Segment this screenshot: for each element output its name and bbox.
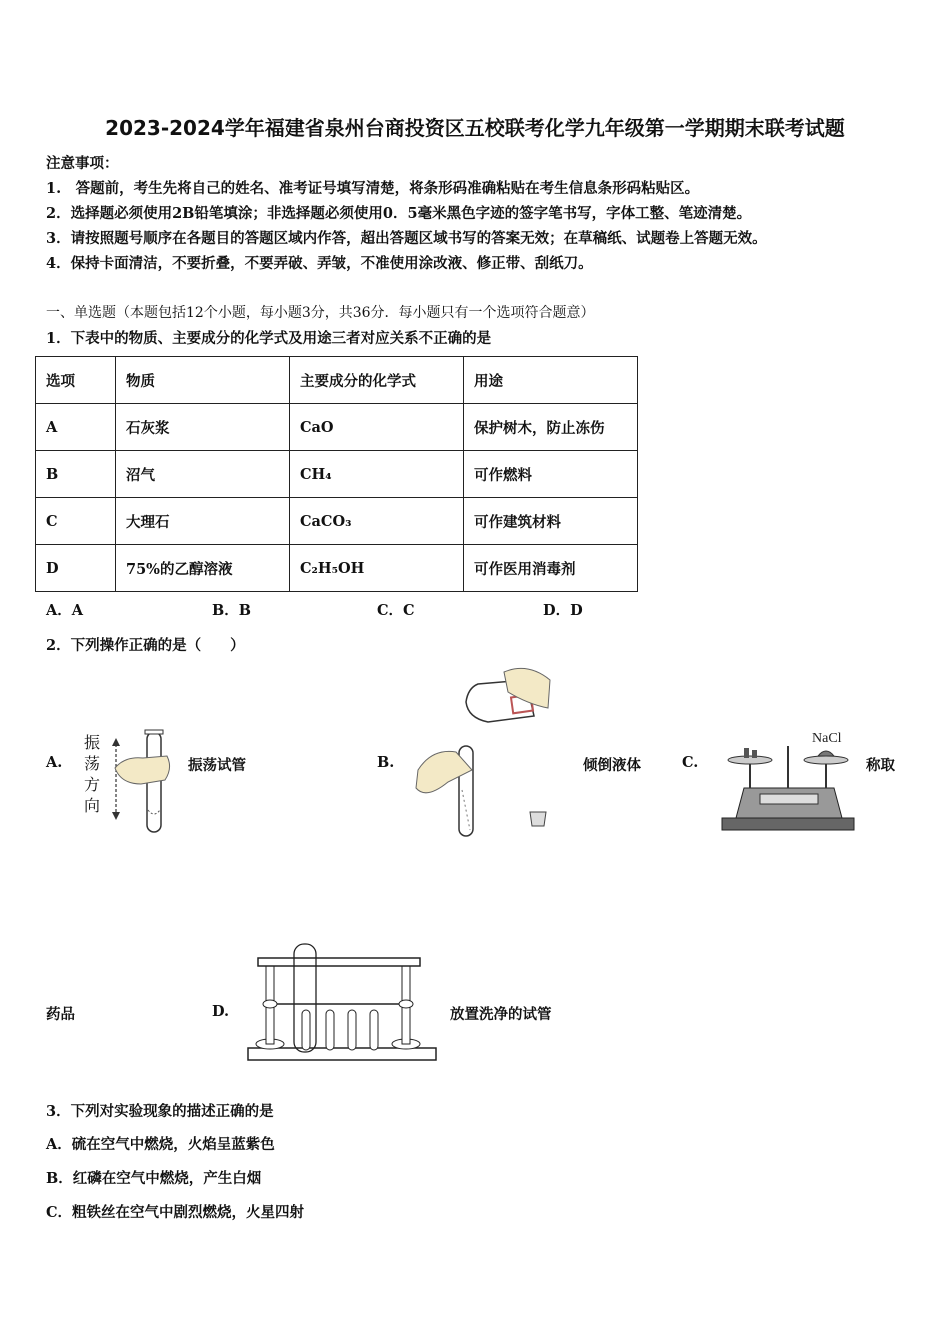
notes-heading: 注意事项： bbox=[46, 155, 119, 172]
table-cell: 可作燃料 bbox=[464, 451, 638, 498]
q2-option-d-letter[interactable]: D. bbox=[212, 1003, 230, 1020]
q2-option-a-letter[interactable]: A. bbox=[46, 754, 63, 771]
table-header: 物质 bbox=[116, 357, 290, 404]
table-cell: A bbox=[36, 404, 116, 451]
table-cell: D bbox=[36, 545, 116, 592]
q3-option-c[interactable]: C．粗铁丝在空气中剧烈燃烧，火星四射 bbox=[46, 1204, 305, 1221]
q2-option-b-label: 倾倒液体 bbox=[583, 757, 641, 774]
table-row bbox=[36, 451, 638, 498]
table-row bbox=[36, 404, 638, 451]
note-item: 3．请按照题号顺序在各题目的答题区域内作答，超出答题区域书写的答案无效；在草稿纸、试题卷上答题无效。 bbox=[46, 230, 767, 247]
q3-option-a[interactable]: A．硫在空气中燃烧，火焰呈蓝紫色 bbox=[46, 1136, 275, 1153]
table-cell: 可作建筑材料 bbox=[464, 498, 638, 545]
table-cell: 大理石 bbox=[116, 498, 290, 545]
question-1-table bbox=[35, 356, 638, 592]
table-row bbox=[36, 498, 638, 545]
table-cell: C bbox=[36, 498, 116, 545]
q2-option-c-letter[interactable]: C. bbox=[682, 754, 699, 771]
question-1-stem: 1．下表中的物质、主要成分的化学式及用途三者对应关系不正确的是 bbox=[46, 330, 492, 347]
table-cell: CaO bbox=[290, 404, 464, 451]
table-cell: 可作医用消毒剂 bbox=[464, 545, 638, 592]
answer-option-c[interactable]: C．C bbox=[377, 602, 415, 619]
table-cell: CaCO₃ bbox=[290, 498, 464, 545]
table-header: 主要成分的化学式 bbox=[290, 357, 464, 404]
side-char: 向 bbox=[83, 796, 100, 815]
balance-scale-illustration bbox=[716, 726, 861, 836]
table-header-row bbox=[36, 357, 638, 404]
q2-option-c-label: 称取 bbox=[866, 757, 895, 774]
table-cell: 石灰浆 bbox=[116, 404, 290, 451]
table-cell: C₂H₅OH bbox=[290, 545, 464, 592]
nacl-label: NaCl bbox=[812, 731, 842, 746]
table-cell: 保护树木，防止冻伤 bbox=[464, 404, 638, 451]
table-cell: 沼气 bbox=[116, 451, 290, 498]
page-title: 2023-2024学年福建省泉州台商投资区五校联考化学九年级第一学期期末联考试题 bbox=[105, 116, 845, 140]
test-tube-rack-illustration bbox=[244, 940, 440, 1064]
table-row bbox=[36, 545, 638, 592]
side-char: 振 bbox=[83, 733, 100, 752]
section-heading: 一、单选题（本题包括12个小题，每小题3分，共36分．每小题只有一个选项符合题意） bbox=[46, 305, 595, 321]
table-header: 用途 bbox=[464, 357, 638, 404]
note-item: 4．保持卡面清洁，不要折叠，不要弄破、弄皱，不准使用涂改液、修正带、刮纸刀。 bbox=[46, 255, 593, 272]
table-cell: CH₄ bbox=[290, 451, 464, 498]
q2-option-b-letter[interactable]: B. bbox=[377, 754, 395, 771]
q2-option-a-label: 振荡试管 bbox=[188, 757, 246, 774]
shake-direction-label bbox=[82, 732, 102, 816]
pour-liquid-illustration bbox=[408, 660, 558, 840]
side-char: 方 bbox=[83, 775, 100, 794]
answer-option-b[interactable]: B．B bbox=[212, 602, 252, 619]
table-header: 选项 bbox=[36, 357, 116, 404]
answer-option-a[interactable]: A．A bbox=[46, 602, 84, 619]
table-cell: 75%的乙醇溶液 bbox=[116, 545, 290, 592]
q2-option-c-label-cont: 药品 bbox=[46, 1006, 75, 1023]
q2-option-d-label: 放置洗净的试管 bbox=[450, 1006, 552, 1023]
table-cell: B bbox=[36, 451, 116, 498]
question-3-stem: 3．下列对实验现象的描述正确的是 bbox=[46, 1103, 274, 1120]
answer-option-d[interactable]: D．D bbox=[543, 602, 583, 619]
note-item: 1. 答题前，考生先将自己的姓名、准考证号填写清楚，将条形码准确粘贴在考生信息条形码粘贴区。 bbox=[46, 180, 700, 197]
question-2-stem: 2．下列操作正确的是（ ） bbox=[46, 637, 245, 654]
side-char: 荡 bbox=[83, 754, 100, 773]
q3-option-b[interactable]: B．红磷在空气中燃烧，产生白烟 bbox=[46, 1170, 262, 1187]
shake-test-tube-illustration bbox=[105, 728, 185, 840]
note-item: 2．选择题必须使用2B铅笔填涂；非选择题必须使用0．5毫米黑色字迹的签字笔书写，字体工整、笔迹清楚。 bbox=[46, 205, 752, 222]
